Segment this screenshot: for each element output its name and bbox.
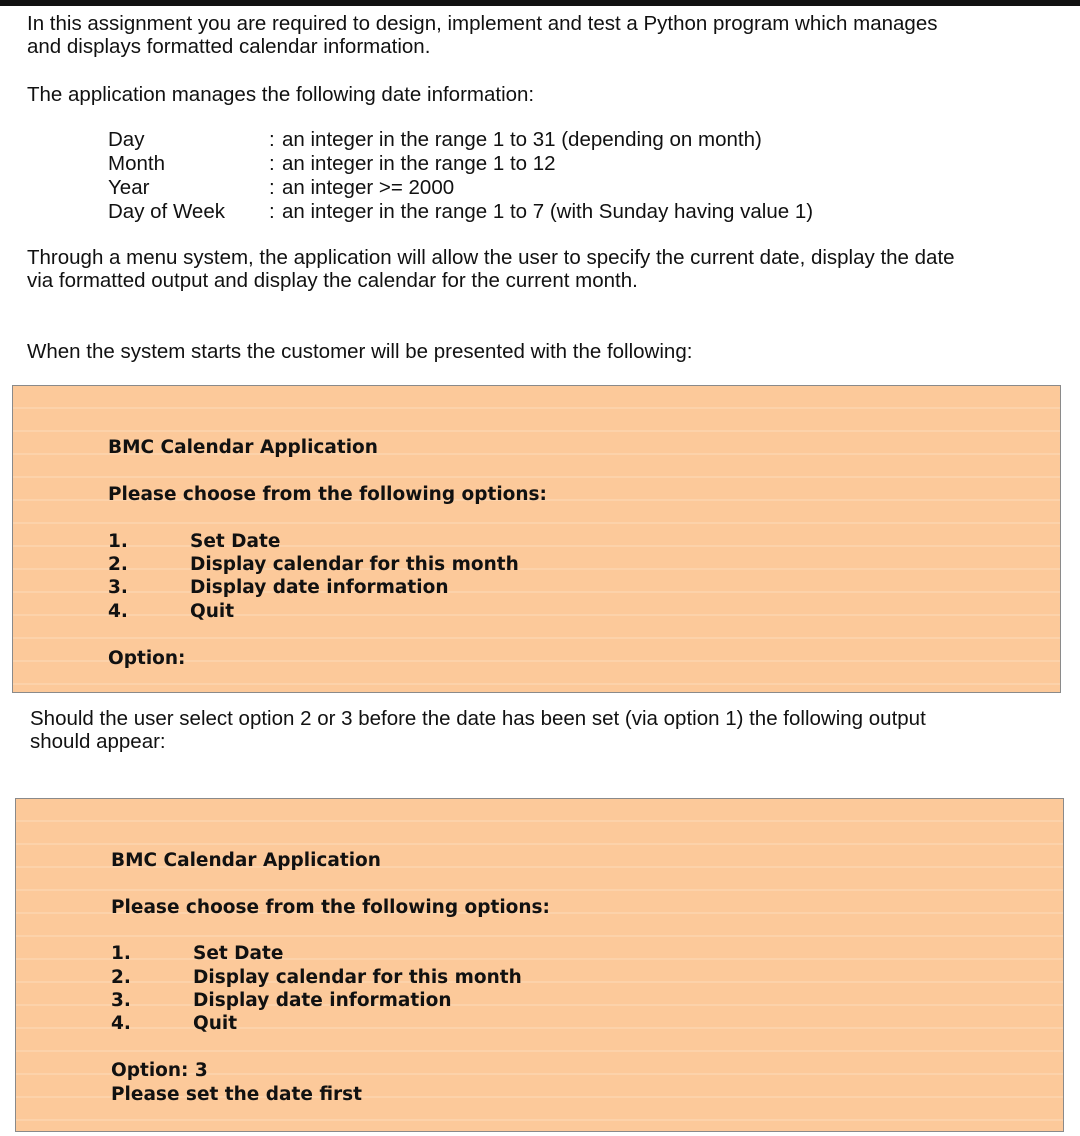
console-option [111, 966, 711, 990]
option-label: Display date information [193, 990, 452, 1011]
console-option-line: Option: 3 [111, 1060, 208, 1081]
definition-description: an integer in the range 1 to 7 (with Sunday having value 1) [282, 200, 814, 223]
console-options-list [108, 530, 708, 624]
definition-colon: : [269, 152, 275, 175]
top-border [0, 0, 1080, 6]
definition-year [0, 176, 1000, 200]
option-label: Set Date [193, 943, 284, 964]
option-number: 2. [108, 554, 128, 575]
console-title: BMC Calendar Application [108, 437, 378, 458]
definition-day [0, 128, 1000, 152]
console-option [108, 576, 708, 600]
option-label: Quit [190, 601, 235, 622]
option-number: 1. [108, 531, 128, 552]
console-output-date-not-set [15, 798, 1064, 1132]
option-number: 1. [111, 943, 131, 964]
console-output-startup [12, 385, 1061, 693]
definition-colon: : [269, 176, 275, 199]
option-number: 3. [108, 577, 128, 598]
menu-paragraph-line-1: Through a menu system, the application will allow the user to specify the current date, display the date [27, 246, 955, 269]
console-option [108, 600, 708, 624]
option-number: 2. [111, 967, 131, 988]
console-title: BMC Calendar Application [111, 850, 381, 871]
definition-term: Year [108, 176, 150, 199]
definition-term: Month [108, 152, 165, 175]
console-options-list [111, 942, 711, 1036]
definition-day-of-week [0, 200, 1000, 224]
definition-term: Day [108, 128, 145, 151]
option-number: 4. [111, 1013, 131, 1034]
definition-term: Day of Week [108, 200, 225, 223]
definition-description: an integer >= 2000 [282, 176, 455, 199]
manages-heading: The application manages the following date information: [27, 83, 535, 106]
intro-line-1: In this assignment you are required to design, implement and test a Python program which manages [27, 12, 938, 35]
warning-line-1: Should the user select option 2 or 3 before the date has been set (via option 1) the following output [30, 707, 926, 730]
console-prompt: Please choose from the following options: [111, 897, 550, 918]
console-option [111, 989, 711, 1013]
option-number: 4. [108, 601, 128, 622]
option-label: Display calendar for this month [193, 967, 522, 988]
console-prompt: Please choose from the following options: [108, 484, 547, 505]
option-label: Set Date [190, 531, 281, 552]
console-option [111, 942, 711, 966]
intro-line-2: and displays formatted calendar information. [27, 35, 431, 58]
definition-colon: : [269, 200, 275, 223]
definition-month [0, 152, 1000, 176]
option-label: Display calendar for this month [190, 554, 519, 575]
option-number: 3. [111, 990, 131, 1011]
definition-colon: : [269, 128, 275, 151]
console-option [108, 553, 708, 577]
definition-description: an integer in the range 1 to 12 [282, 152, 556, 175]
warning-line-2: should appear: [30, 730, 166, 753]
console-option [111, 1012, 711, 1036]
console-option-line: Option: [108, 648, 186, 669]
option-label: Display date information [190, 577, 449, 598]
menu-paragraph-line-2: via formatted output and display the calendar for the current month. [27, 269, 638, 292]
definition-description: an integer in the range 1 to 31 (depending on month) [282, 128, 762, 151]
console-option [108, 530, 708, 554]
startup-text: When the system starts the customer will be presented with the following: [27, 340, 693, 363]
option-label: Quit [193, 1013, 238, 1034]
console-error-message: Please set the date first [111, 1084, 363, 1105]
